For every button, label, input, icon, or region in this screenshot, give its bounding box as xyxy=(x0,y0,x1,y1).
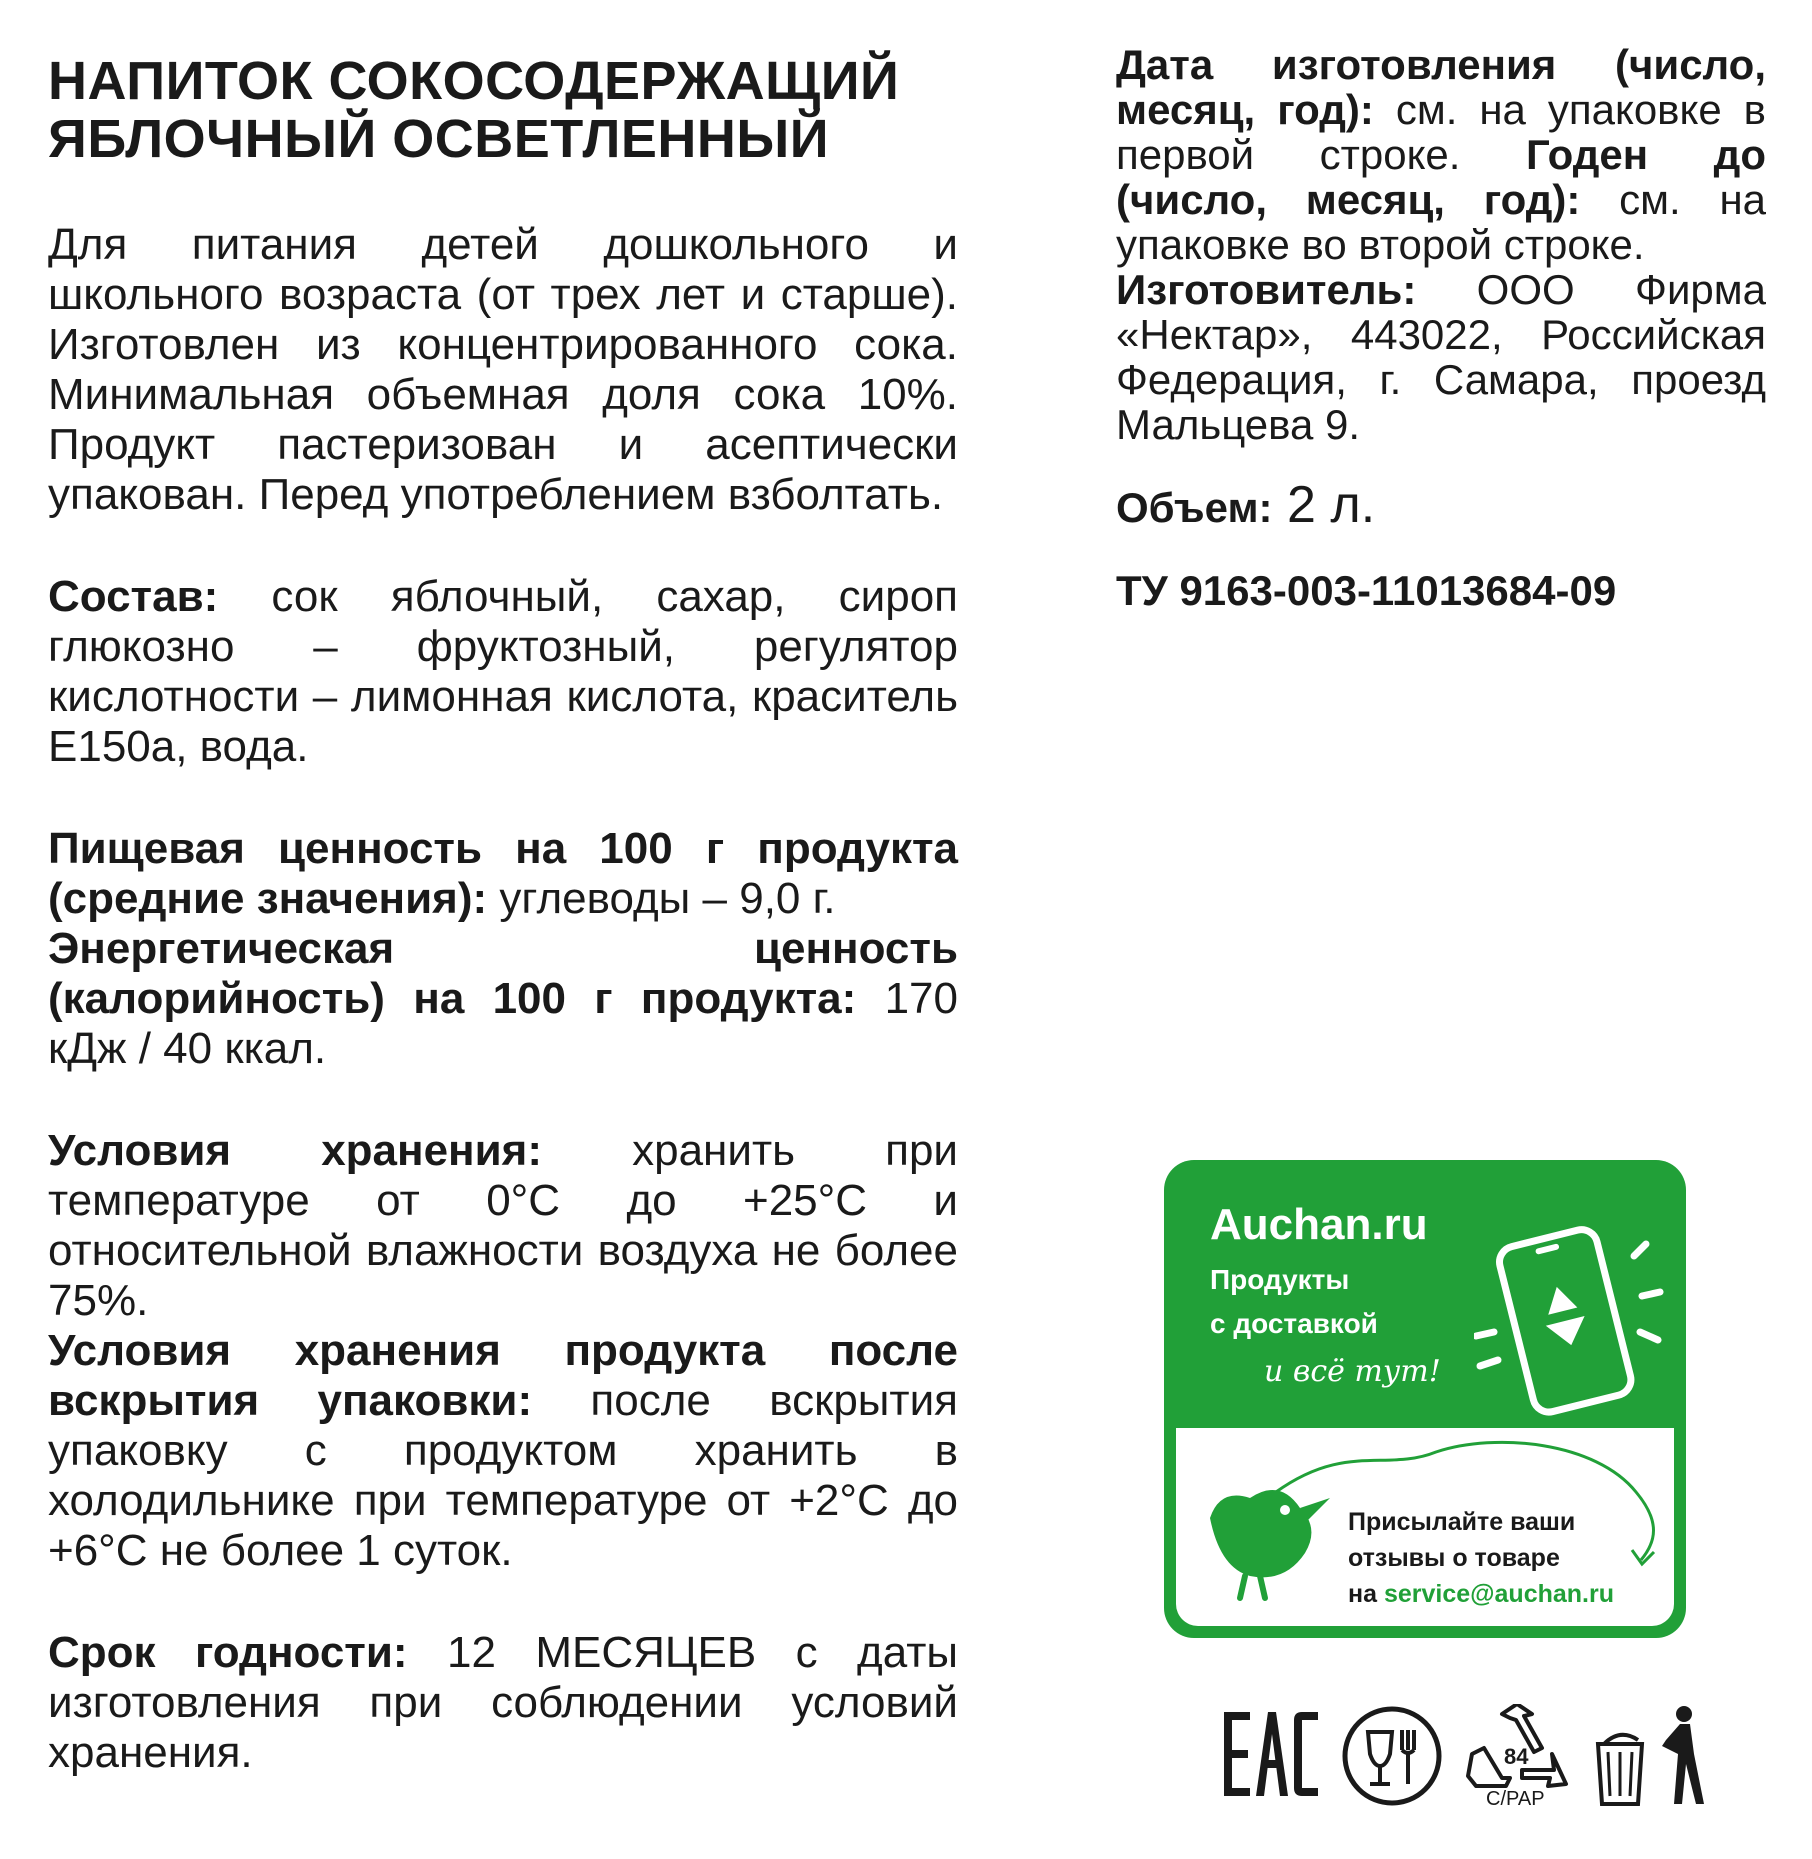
energy-label: Энергетическая ценность (калорийность) на 100 г продукта: xyxy=(48,924,958,1023)
made-date-label: Дата изготовления (число, месяц, год): xyxy=(1116,41,1766,133)
composition-text: сок яблочный, сахар, сироп глюкозно – фруктозный, регулятор кислотности – лимонная кислота, краситель Е150а, вода. xyxy=(48,572,958,771)
right-column xyxy=(1116,42,1766,613)
shelf-life xyxy=(48,1628,958,1778)
promo-feedback-panel xyxy=(1176,1428,1674,1626)
product-title xyxy=(48,52,958,168)
phone-icon xyxy=(1474,1216,1674,1416)
standard-code: ТУ 9163-003-11013684-09 xyxy=(1116,567,1617,614)
made-date-text: см. на упаковке в первой строке. xyxy=(1116,86,1766,178)
manufacturer-text: ООО Фирма «Нектар», 443022, Российская Федерация, г. Самара, проезд Мальцева 9. xyxy=(1116,266,1766,448)
nutrition-label: Пищевая ценность на 100 г продукта (средние значения): xyxy=(48,824,958,923)
feedback-prefix: на xyxy=(1348,1580,1384,1608)
bird-icon xyxy=(1190,1458,1340,1608)
volume xyxy=(1116,476,1766,534)
title-line-2: ЯБЛОЧНЫЙ ОСВЕТЛЕННЫЙ xyxy=(48,109,830,169)
certification-symbols xyxy=(1222,1704,1782,1814)
title-line-1: НАПИТОК СОКОСОДЕРЖАЩИЙ xyxy=(48,51,900,111)
shelf-life-label: Срок годности: xyxy=(48,1628,408,1677)
storage-text: хранить при температуре от 0°С до +25°С и относительной влажности воздуха не более 75%. xyxy=(48,1126,958,1325)
after-open-text: после вскрытия упаковку с продуктом хранить в холодильнике при температуре от +2°С до +6°С не более 1 суток. xyxy=(48,1376,958,1575)
promo-top xyxy=(1164,1160,1686,1422)
left-column xyxy=(48,52,958,1778)
after-open-label: Условия хранения продукта после вскрытия упаковки: xyxy=(48,1326,958,1425)
expiry-date-text: см. на упаковке во второй строке. xyxy=(1116,176,1766,268)
promo-slogan: и всё тут! xyxy=(1264,1354,1441,1389)
nutrition-value xyxy=(48,824,958,1074)
product-description: Для питания детей дошкольного и школьного возраста (от трех лет и старше). Изготовлен из концентрированного сока. Минимальная объемная доля сока 10%. Продукт пастеризован и асептически упакован. Перед употреблением взболтать. xyxy=(48,220,958,519)
auchan-promo-block xyxy=(1164,1160,1686,1638)
promo-line-1: Продукты xyxy=(1210,1264,1350,1295)
feedback-email: service@auchan.ru xyxy=(1383,1580,1614,1608)
feedback-text xyxy=(1348,1504,1614,1612)
promo-line-2: с доставкой xyxy=(1210,1308,1378,1339)
storage-conditions xyxy=(48,1126,958,1576)
manufacturer-label: Изготовитель: xyxy=(1116,266,1417,313)
energy-text: 170 кДж / 40 ккал. xyxy=(48,974,958,1073)
volume-value: 2 л. xyxy=(1272,476,1376,534)
feedback-line-1: Присылайте ваши xyxy=(1348,1508,1576,1536)
recycle-label: C/PAP xyxy=(1486,1788,1545,1810)
shelf-life-text: 12 МЕСЯЦЕВ с даты изготовления при соблюдении условий хранения. xyxy=(48,1628,959,1777)
food-contact-icon xyxy=(1340,1704,1444,1808)
dispose-in-bin-icon xyxy=(1594,1704,1714,1814)
volume-label: Объем: xyxy=(1116,484,1273,531)
storage-label: Условия хранения: xyxy=(48,1126,543,1175)
promo-brand: Auchan.ru xyxy=(1210,1200,1428,1249)
composition xyxy=(48,572,958,772)
feedback-line-3 xyxy=(1348,1576,1614,1612)
recycle-code: 84 xyxy=(1504,1744,1529,1769)
eac-mark-icon xyxy=(1222,1704,1322,1804)
expiry-date-label: Годен до (число, месяц, год): xyxy=(1116,131,1766,223)
nutrition-text: углеводы – 9,0 г. xyxy=(487,874,836,923)
feedback-line-2: отзывы о товаре xyxy=(1348,1544,1560,1572)
technical-standard xyxy=(1116,568,1766,613)
composition-label: Состав: xyxy=(48,572,219,621)
dates-info xyxy=(1116,42,1766,447)
